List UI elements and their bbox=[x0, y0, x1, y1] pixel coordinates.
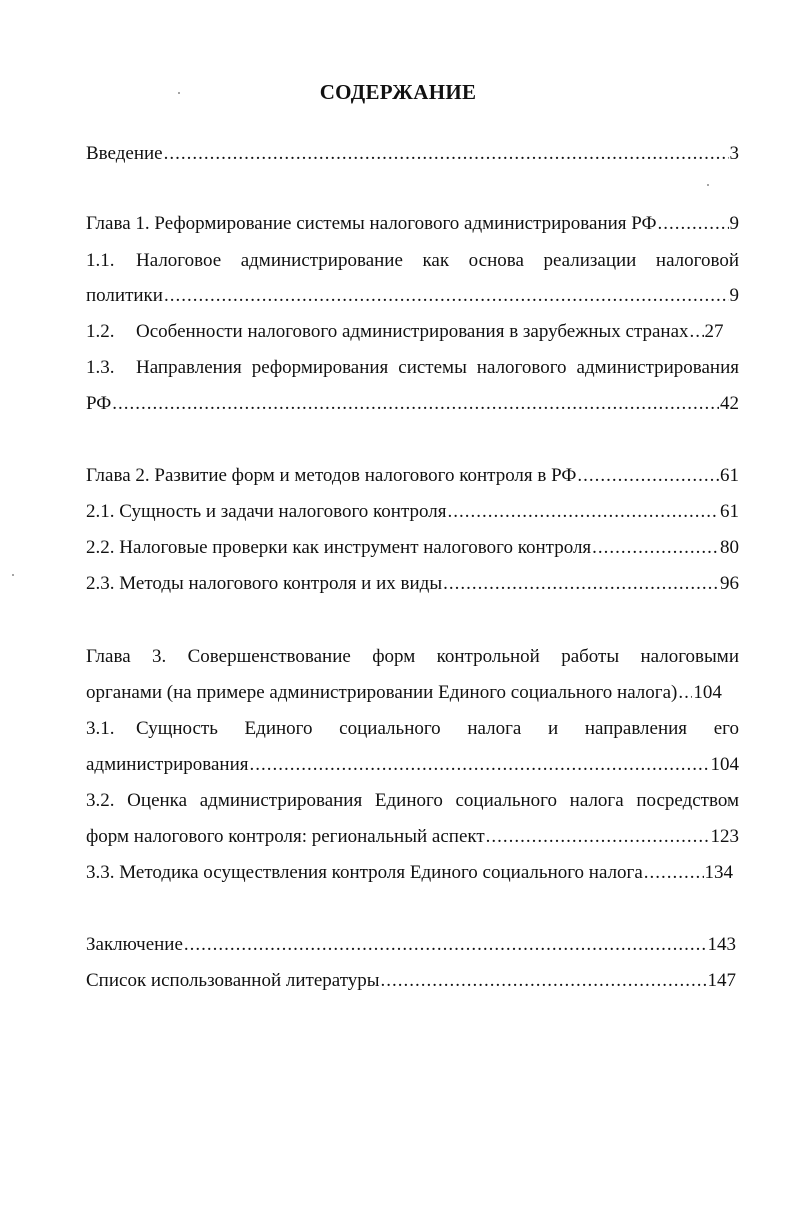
dot-leader bbox=[250, 753, 710, 777]
toc-page: 104 bbox=[710, 754, 739, 775]
toc-page: 3 bbox=[729, 143, 739, 164]
toc-entry-chapter-3-line1 bbox=[86, 645, 739, 669]
section-number: 1.2. bbox=[86, 321, 115, 342]
toc-entry-3-1-line2 bbox=[86, 753, 739, 777]
dot-leader bbox=[486, 825, 710, 849]
toc-label: Введение bbox=[86, 143, 163, 164]
toc-entry-2-1 bbox=[86, 500, 739, 524]
toc-label: 3.2. Оценка администрирования Единого социального налога посредством bbox=[86, 790, 739, 811]
toc-label: Направления реформирования системы налогового администрирования bbox=[136, 357, 739, 378]
toc-label: Глава 3. Совершенствование форм контрольной работы налоговыми bbox=[86, 646, 739, 667]
toc-page: 61 bbox=[720, 501, 739, 522]
toc-entry-chapter-1 bbox=[86, 212, 739, 236]
toc-entry-references bbox=[86, 969, 736, 993]
toc-label: Список использованной литературы bbox=[86, 970, 380, 991]
dot-leader bbox=[592, 536, 719, 560]
toc-page: 134 bbox=[704, 862, 733, 883]
toc-label: органами (на примере администрировании Единого социального налога) bbox=[86, 682, 678, 703]
toc-page: 9 bbox=[729, 213, 739, 234]
dot-leader bbox=[577, 464, 719, 488]
toc-page: 123 bbox=[710, 826, 739, 847]
toc-label: форм налогового контроля: региональный аспект bbox=[86, 826, 485, 847]
toc-page: 80 bbox=[720, 537, 739, 558]
toc-entry-2-3 bbox=[86, 572, 739, 596]
toc-page: 143 bbox=[707, 934, 736, 955]
dot-leader bbox=[164, 142, 729, 166]
dot-leader bbox=[644, 861, 704, 885]
toc-entry-3-1-line1 bbox=[86, 717, 739, 741]
dot-leader bbox=[447, 500, 719, 524]
toc-entry-intro bbox=[86, 142, 739, 166]
dot-leader bbox=[658, 212, 729, 236]
toc-label: Сущность Единого социального налога и направления его bbox=[136, 718, 739, 739]
section-number: 1.1. bbox=[86, 250, 115, 271]
toc-entry-chapter-3-line2 bbox=[86, 681, 739, 705]
toc-entry-3-2-line2 bbox=[86, 825, 739, 849]
dot-leader bbox=[443, 572, 719, 596]
toc-label: 2.3. Методы налогового контроля и их виды bbox=[86, 573, 443, 594]
toc-label: политики bbox=[86, 285, 163, 306]
toc-page: 104 bbox=[693, 682, 722, 703]
toc-entry-conclusion bbox=[86, 933, 736, 957]
toc-page: 96 bbox=[720, 573, 739, 594]
dot-leader bbox=[164, 284, 729, 308]
toc-entry-1-2 bbox=[86, 320, 739, 344]
scan-speck bbox=[707, 184, 709, 186]
dot-leader bbox=[112, 392, 719, 416]
dot-leader bbox=[381, 969, 707, 993]
toc-label: Особенности налогового администрирования в зарубежных странах bbox=[136, 321, 689, 342]
toc-entry-2-2 bbox=[86, 536, 739, 560]
toc-entry-3-2-line1 bbox=[86, 789, 739, 813]
toc-page: 9 bbox=[729, 285, 739, 306]
toc-label: РФ bbox=[86, 393, 112, 414]
toc-label: Глава 1. Реформирование системы налогового администрирования РФ bbox=[86, 213, 657, 234]
toc-page: 42 bbox=[720, 393, 739, 414]
toc-label: администрирования bbox=[86, 754, 249, 775]
toc-entry-1-3-line1 bbox=[86, 356, 739, 380]
toc-label: 2.2. Налоговые проверки как инструмент налогового контроля bbox=[86, 537, 592, 558]
dot-leader bbox=[678, 681, 692, 705]
toc-entry-chapter-2 bbox=[86, 464, 739, 488]
scan-speck bbox=[178, 92, 180, 94]
toc-entry-1-3-line2 bbox=[86, 392, 739, 416]
section-number: 3.1. bbox=[86, 718, 115, 739]
dot-leader bbox=[184, 933, 707, 957]
toc-entry-1-1-line1 bbox=[86, 249, 739, 273]
toc-page: 61 bbox=[720, 465, 739, 486]
page-title: СОДЕРЖАНИЕ bbox=[319, 80, 477, 104]
toc-page: 27 bbox=[704, 321, 724, 342]
toc-label: 2.1. Сущность и задачи налогового контроля bbox=[86, 501, 447, 522]
toc-entry-3-3 bbox=[86, 861, 733, 885]
toc-label: Заключение bbox=[86, 934, 183, 955]
toc-label: Глава 2. Развитие форм и методов налогового контроля в РФ bbox=[86, 465, 577, 486]
dot-leader bbox=[690, 320, 704, 344]
toc-page: 147 bbox=[707, 970, 736, 991]
toc-entry-1-1-line2 bbox=[86, 284, 739, 308]
section-number: 1.3. bbox=[86, 357, 115, 378]
toc-label: 3.3. Методика осуществления контроля Единого социального налога bbox=[86, 862, 643, 883]
scan-speck bbox=[12, 574, 14, 576]
toc-label: Налоговое администрирование как основа реализации налоговой bbox=[136, 250, 739, 271]
